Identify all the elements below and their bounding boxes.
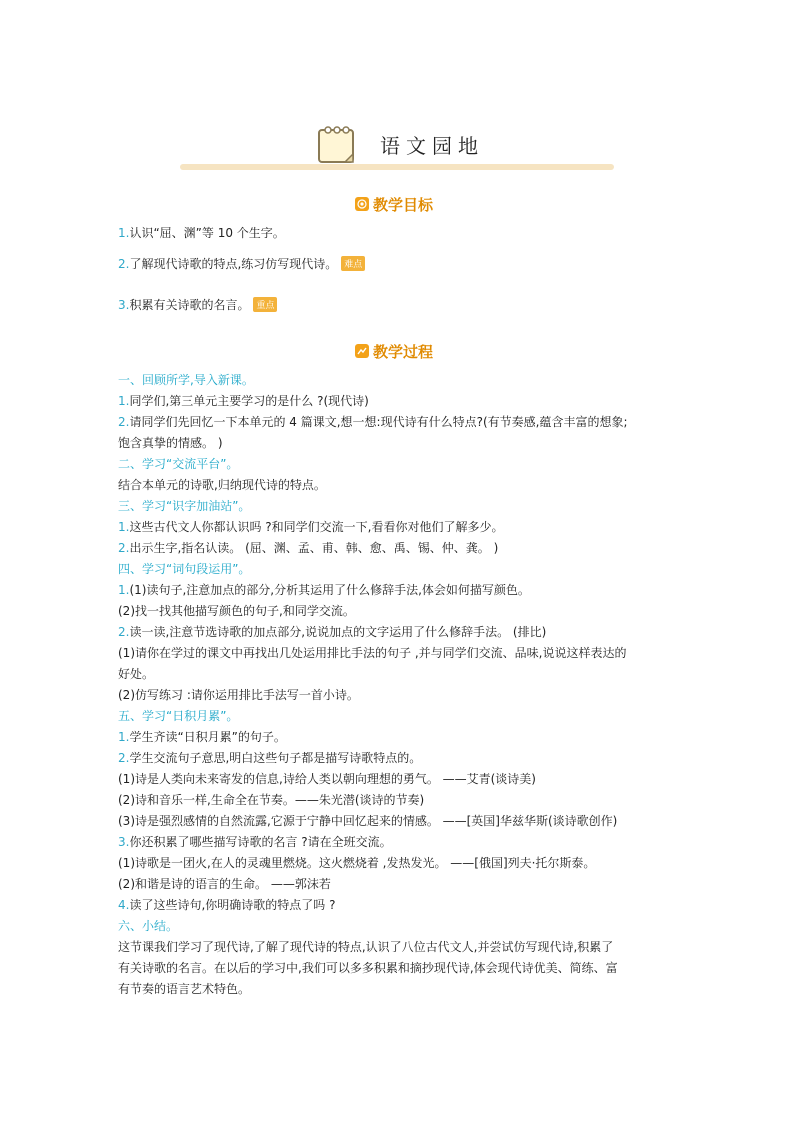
item-text: 这些古代文人你都认识吗 ?和同学们交流一下,看看你对他们了解多少。 [129, 520, 504, 534]
item-number: 2. [118, 541, 130, 555]
item-text: 出示生字,指名认读。 (屈、渊、孟、甫、韩、愈、禹、锡、仲、龚。 ) [129, 541, 499, 555]
section-heading: 六、小结。 [118, 919, 179, 933]
numbered-item [118, 412, 678, 433]
item-number: 1. [118, 394, 130, 408]
item-text: 同学们,第三单元主要学习的是什么 ?(现代诗) [129, 394, 369, 408]
body-text: 结合本单元的诗歌,归纳现代诗的特点。 [118, 478, 326, 492]
process-header [355, 339, 433, 363]
item-text: 学生齐读“日积月累”的句子。 [129, 730, 286, 744]
page-title: 语文园地 [380, 134, 484, 158]
section-heading: 四、学习“词句段运用”。 [118, 562, 251, 576]
numbered-item [118, 391, 678, 412]
objective-item: 1.认识“屈、渊”等 10 个生字。 [118, 226, 285, 240]
numbered-item [118, 580, 678, 601]
body-text: 这节课我们学习了现代诗,了解了现代诗的特点,认识了八位古代文人,并尝试仿写现代诗,积累了 [118, 940, 614, 954]
body-text: (2)和谐是诗的语言的生命。 ——郭沫若 [118, 877, 331, 891]
item-number: 1. [118, 583, 130, 597]
section-heading: 三、学习“识字加油站”。 [118, 499, 251, 513]
body-text: (2)找一找其他描写颜色的句子,和同学交流。 [118, 604, 355, 618]
item-number: 2. [118, 751, 130, 765]
item-text: 你还积累了哪些描写诗歌的名言 ?请在全班交流。 [129, 835, 392, 849]
body-text: (3)诗是强烈感情的自然流露,它源于宁静中回忆起来的情感。 ——[英国]华兹华斯(谈诗歌创作) [118, 814, 618, 828]
item-number: 3. [118, 835, 130, 849]
numbered-item [118, 895, 678, 916]
item-number: 1. [118, 730, 130, 744]
item-number: 2. [118, 415, 130, 429]
notepad-icon [315, 122, 359, 166]
chart-icon [355, 344, 369, 358]
body-text: 有节奏的语言艺术特色。 [118, 982, 251, 996]
objective-item: 2.了解现代诗歌的特点,练习仿写现代诗。 难点 [118, 255, 365, 272]
numbered-item [118, 622, 678, 643]
section-heading: 二、学习“交流平台”。 [118, 457, 239, 471]
process-title: 教学过程 [373, 342, 434, 361]
body-text: (1)请你在学过的课文中再找出几处运用排比手法的句子 ,并与同学们交流、品味,说说这样表达的 [118, 646, 627, 660]
item-number: 2. [118, 625, 130, 639]
item-text: (1)读句子,注意加点的部分,分析其运用了什么修辞手法,体会如何描写颜色。 [129, 583, 530, 597]
item-number: 1. [118, 520, 130, 534]
target-icon [355, 197, 369, 211]
item-text: 请同学们先回忆一下本单元的 4 篇课文,想一想:现代诗有什么特点?(有节奏感,蕴含丰富的想象; [129, 415, 628, 429]
body-text: (1)诗是人类向未来寄发的信息,诗给人类以朝向理想的勇气。 ——艾青(谈诗美) [118, 772, 536, 786]
section-heading: 五、学习“日积月累”。 [118, 709, 239, 723]
objective-item: 3.积累有关诗歌的名言。 重点 [118, 296, 277, 313]
difficulty-badge: 难点 [341, 256, 365, 271]
objectives-title: 教学目标 [373, 195, 434, 214]
section-heading: 一、回顾所学,导入新课。 [118, 373, 254, 387]
numbered-item [118, 727, 678, 748]
item-text: 读一读,注意节选诗歌的加点部分,说说加点的文字运用了什么修辞手法。 (排比) [129, 625, 547, 639]
numbered-item [118, 517, 678, 538]
item-text: 读了这些诗句,你明确诗歌的特点了吗 ? [129, 898, 336, 912]
title-underline [180, 164, 614, 170]
numbered-item [118, 748, 678, 769]
item-text: 学生交流句子意思,明白这些句子都是描写诗歌特点的。 [129, 751, 422, 765]
objectives-header [355, 192, 433, 216]
key-point-badge: 重点 [253, 297, 277, 312]
body-text: (1)诗歌是一团火,在人的灵魂里燃烧。这火燃烧着 ,发热发光。 ——[俄国]列夫·托尔斯泰。 [118, 856, 596, 870]
body-text: 好处。 [118, 667, 155, 681]
numbered-item [118, 832, 678, 853]
body-text: (2)诗和音乐一样,生命全在节奏。——朱光潜(谈诗的节奏) [118, 793, 425, 807]
process-content [118, 370, 678, 1000]
item-number: 4. [118, 898, 130, 912]
body-text: (2)仿写练习 :请你运用排比手法写一首小诗。 [118, 688, 359, 702]
body-text: 饱含真挚的情感。 ) [118, 436, 223, 450]
body-text: 有关诗歌的名言。在以后的学习中,我们可以多多积累和摘抄现代诗,体会现代诗优美、简练、富 [118, 961, 618, 975]
title-block [180, 118, 614, 174]
numbered-item [118, 538, 678, 559]
